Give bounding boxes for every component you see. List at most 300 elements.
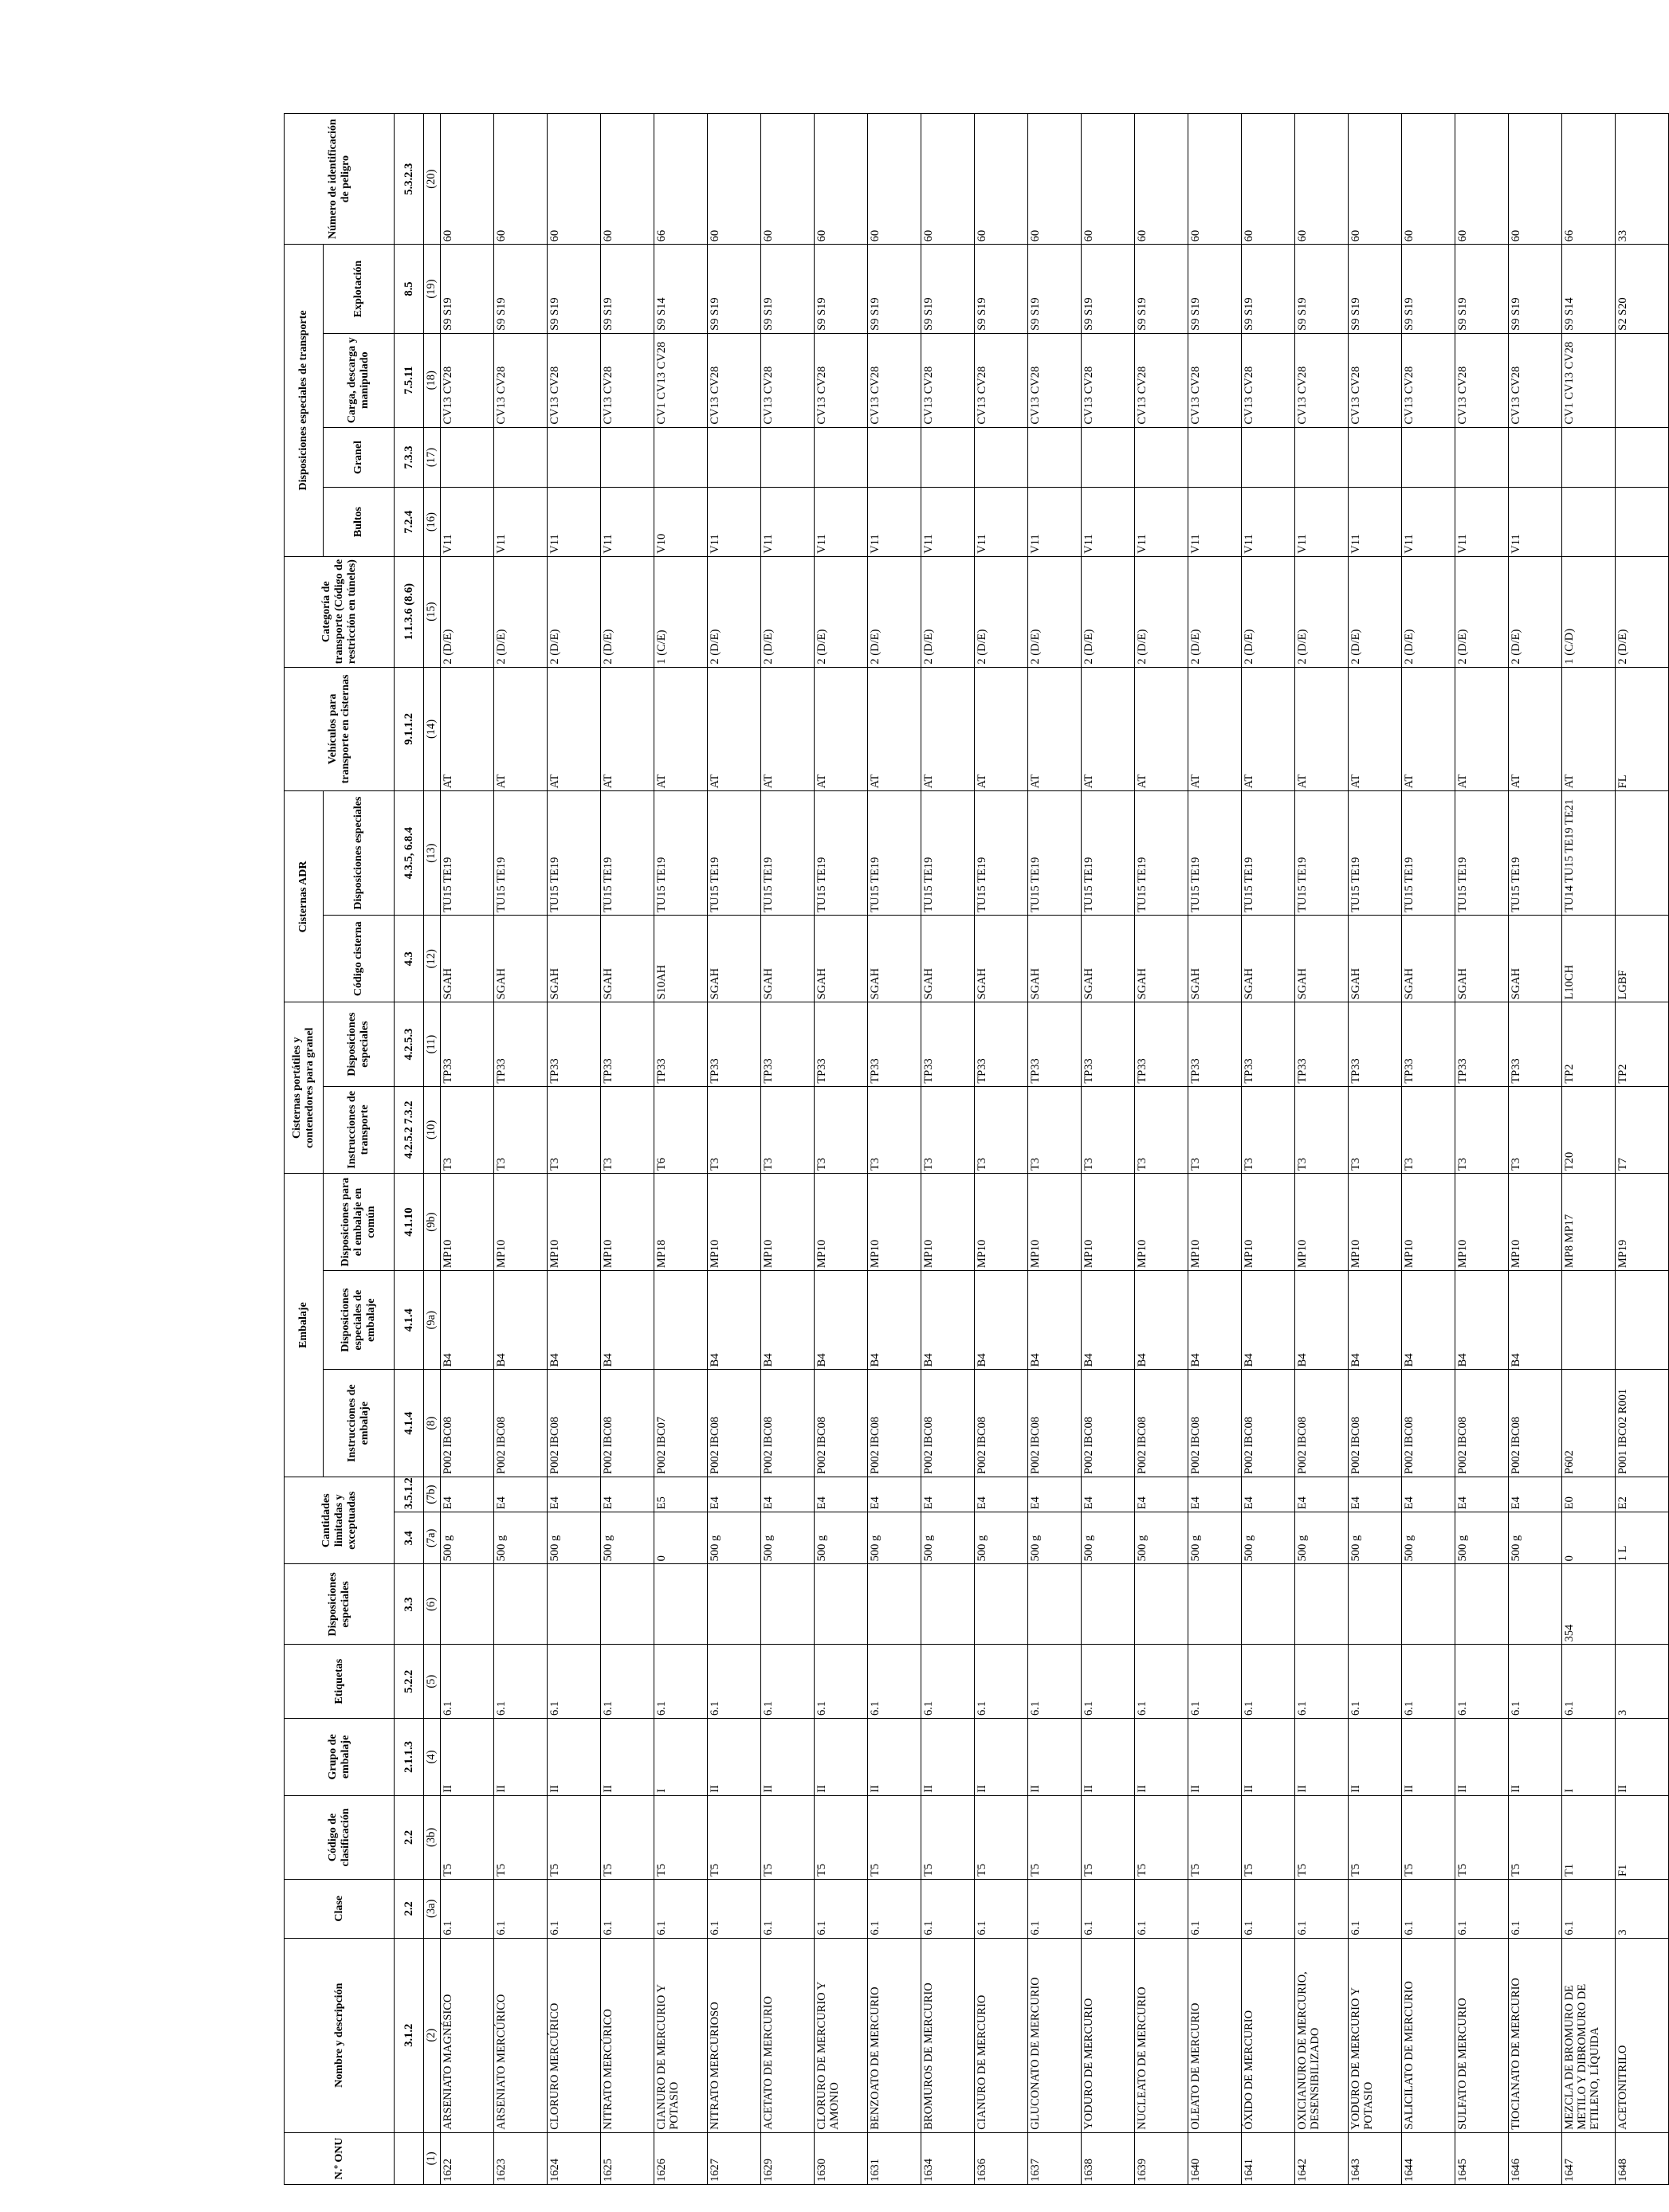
header-limited-quantities: Cantidades limitadas y exceptuadas [285,1477,395,1563]
table-cell: T20 [1562,1086,1616,1173]
table-cell: T5 [441,1795,494,1879]
header-special-transport: Disposiciones especiales de transporte [285,245,324,556]
table-cell: 6.1 [494,1880,548,1939]
header-portable-special: Disposiciones especiales [324,1002,395,1086]
table-cell: E4 [1402,1477,1455,1512]
table-cell: 6.1 [1082,1880,1135,1939]
table-cell: 500 g [868,1512,921,1564]
substance-name-cell: SULFATO DE MERCURIO [1455,1938,1509,2132]
table-cell: P002 IBC08 [1135,1370,1188,1477]
reference-cell: 4.3.5, 6.8.4 [395,791,424,916]
table-cell: P002 IBC08 [761,1370,815,1477]
table-cell [1295,1564,1349,1645]
table-cell [1295,427,1349,488]
table-cell: F1 [1616,1795,1669,1879]
table-cell: 6.1 [1295,1880,1349,1939]
table-cell: SGAH [1028,916,1082,1002]
table-cell: 6.1 [1562,1880,1616,1939]
table-cell: MP10 [761,1174,815,1271]
table-cell: MP10 [1349,1174,1402,1271]
table-cell: P602 [1562,1370,1616,1477]
table-cell: 6.1 [1509,1645,1562,1719]
table-cell: B4 [1509,1271,1562,1370]
column-number-cell: (3a) [424,1880,441,1939]
reference-cell: 3.1.2 [395,1938,424,2132]
table-cell: 500 g [1402,1512,1455,1564]
table-cell: T5 [921,1795,975,1879]
table-cell: 6.1 [1135,1880,1188,1939]
table-cell: 2 (D/E) [761,556,815,667]
substance-name-cell: CLORURO MERCÚRICO [548,1938,601,2132]
reference-cell: 4.1.10 [395,1174,424,1271]
table-cell: II [815,1719,868,1796]
table-cell: 2 (D/E) [815,556,868,667]
table-cell: T3 [1082,1086,1135,1173]
table-cell: AT [1509,667,1562,791]
table-cell: 6.1 [1082,1645,1135,1719]
column-number-cell: (3b) [424,1795,441,1879]
table-cell: TP33 [601,1002,654,1086]
table-row [1455,114,1509,2185]
table-cell: TU15 TE19 [975,791,1028,916]
table-cell [1349,427,1402,488]
table-cell: 2 (D/E) [1135,556,1188,667]
table-cell: CV13 CV28 [1295,333,1349,427]
table-cell: LGBF [1616,916,1669,1002]
table-cell: MP10 [1509,1174,1562,1271]
column-number-cell: (1) [424,2132,441,2184]
table-cell: E4 [868,1477,921,1512]
table-cell: 500 g [1349,1512,1402,1564]
table-cell: P002 IBC08 [1509,1370,1562,1477]
table-cell [1188,1564,1242,1645]
table-cell: V11 [1082,488,1135,556]
substance-name-cell: CIANURO DE MERCURIO [975,1938,1028,2132]
table-cell [654,1271,708,1370]
table-row [1509,114,1562,2185]
table-cell: SGAH [1455,916,1509,1002]
table-cell: TP33 [494,1002,548,1086]
table-cell: T3 [441,1086,494,1173]
un-number-cell: 1627 [708,2132,761,2184]
table-cell: 500 g [815,1512,868,1564]
table-cell: T5 [1349,1795,1402,1879]
table-cell: SGAH [494,916,548,1002]
table-cell [815,1564,868,1645]
table-cell: P002 IBC08 [1295,1370,1349,1477]
table-cell: AT [494,667,548,791]
table-cell: MP10 [1295,1174,1349,1271]
table-cell: T5 [548,1795,601,1879]
table-cell: S2 S20 [1616,245,1669,334]
reference-cell: 4.1.4 [395,1370,424,1477]
table-cell [1616,333,1669,427]
table-cell: 500 g [1028,1512,1082,1564]
table-cell [1616,791,1669,916]
header-bulk: Granel [324,427,395,488]
table-cell: MP10 [548,1174,601,1271]
table-cell: E4 [548,1477,601,1512]
table-cell: V11 [548,488,601,556]
table-cell [1616,488,1669,556]
table-row [548,114,601,2185]
table-cell: CV13 CV28 [601,333,654,427]
table-cell: E5 [654,1477,708,1512]
header-packaging: Embalaje [285,1174,324,1477]
table-cell: 60 [1242,114,1295,245]
table-row [1188,114,1242,2185]
table-cell: MP10 [494,1174,548,1271]
substance-name-cell: CIANURO DE MERCURIO Y POTASIO [654,1938,708,2132]
table-cell: 6.1 [1349,1645,1402,1719]
table-cell: S9 S19 [868,245,921,334]
reference-cell: 3.4 [395,1512,424,1564]
un-number-cell: 1622 [441,2132,494,2184]
table-row [708,114,761,2185]
column-number-cell: (9a) [424,1271,441,1370]
table-cell: II [548,1719,601,1796]
table-cell: T5 [1402,1795,1455,1879]
table-cell [1028,427,1082,488]
table-cell: V11 [815,488,868,556]
table-cell: 500 g [1082,1512,1135,1564]
table-cell: 60 [1455,114,1509,245]
header-labels: Etiquetas [285,1645,395,1719]
table-cell [868,427,921,488]
table-cell: E4 [1188,1477,1242,1512]
substance-name-cell: NITRATO MERCÚRICO [601,1938,654,2132]
table-cell: TP33 [654,1002,708,1086]
table-cell: AT [1295,667,1349,791]
table-cell: 66 [1562,114,1616,245]
table-cell: T3 [548,1086,601,1173]
table-cell: 33 [1616,114,1669,245]
table-cell: CV13 CV28 [1028,333,1082,427]
table-cell: TU15 TE19 [1135,791,1188,916]
table-row [1295,114,1349,2185]
substance-name-cell: NUCLEATO DE MERCURIO [1135,1938,1188,2132]
header-adr-tanks: Cisternas ADR [285,791,324,1002]
table-cell: 6.1 [921,1645,975,1719]
table-cell [815,427,868,488]
table-cell [1616,1271,1669,1370]
table-cell: V11 [708,488,761,556]
table-cell: 2 (D/E) [1455,556,1509,667]
table-row [1135,114,1188,2185]
table-cell: CV13 CV28 [975,333,1028,427]
table-cell [494,427,548,488]
table-cell: 6.1 [761,1880,815,1939]
table-cell: S9 S19 [1242,245,1295,334]
table-cell: TU15 TE19 [1028,791,1082,916]
table-cell [761,1564,815,1645]
substance-name-cell: ACETATO DE MERCURIO [761,1938,815,2132]
table-cell: E4 [708,1477,761,1512]
table-cell: TU15 TE19 [708,791,761,916]
table-cell: MP10 [868,1174,921,1271]
table-cell: P001 IBC02 R001 [1616,1370,1669,1477]
table-cell: 6.1 [1509,1880,1562,1939]
table-cell [1402,427,1455,488]
table-cell: T5 [1455,1795,1509,1879]
table-cell: 6.1 [441,1880,494,1939]
table-cell: E4 [1028,1477,1082,1512]
un-number-cell: 1641 [1242,2132,1295,2184]
table-cell: CV13 CV28 [1188,333,1242,427]
table-cell: AT [1188,667,1242,791]
table-cell: B4 [1402,1271,1455,1370]
table-cell: 6.1 [1562,1645,1616,1719]
table-cell: 60 [868,114,921,245]
table-cell: TP33 [1242,1002,1295,1086]
table-cell: 6.1 [868,1645,921,1719]
table-row [815,114,868,2185]
table-cell: II [1135,1719,1188,1796]
table-cell: TU15 TE19 [601,791,654,916]
table-cell: TP33 [761,1002,815,1086]
table-cell: E4 [1082,1477,1135,1512]
table-cell: T3 [1509,1086,1562,1173]
table-cell: TU15 TE19 [921,791,975,916]
table-cell: TU15 TE19 [1242,791,1295,916]
table-cell: P002 IBC08 [1455,1370,1509,1477]
table-cell: 6.1 [1188,1880,1242,1939]
table-cell: 6.1 [441,1645,494,1719]
table-cell: 500 g [548,1512,601,1564]
table-cell: S9 S19 [815,245,868,334]
table-cell: B4 [1188,1271,1242,1370]
table-cell: 60 [761,114,815,245]
reference-cell: 7.5.11 [395,333,424,427]
table-cell: CV13 CV28 [921,333,975,427]
table-cell: 60 [1135,114,1188,245]
table-cell: 3 [1616,1880,1669,1939]
table-cell: II [1402,1719,1455,1796]
table-cell: 60 [1295,114,1349,245]
table-cell: II [1509,1719,1562,1796]
table-cell: V11 [601,488,654,556]
column-number-cell: (9b) [424,1174,441,1271]
table-cell: T7 [1616,1086,1669,1173]
table-cell: TU15 TE19 [548,791,601,916]
header-transport-instructions: Instrucciones de transporte [324,1086,395,1173]
table-cell: II [494,1719,548,1796]
table-cell: SGAH [921,916,975,1002]
table-cell: T5 [494,1795,548,1879]
table-cell: 6.1 [1455,1880,1509,1939]
table-cell: V11 [441,488,494,556]
table-row [1562,114,1616,2185]
un-number-cell: 1638 [1082,2132,1135,2184]
table-cell: V11 [1242,488,1295,556]
column-number-cell: (5) [424,1645,441,1719]
table-cell: AT [975,667,1028,791]
table-cell: 60 [1509,114,1562,245]
table-cell: B4 [1349,1271,1402,1370]
table-cell: SGAH [1295,916,1349,1002]
un-number-cell: 1637 [1028,2132,1082,2184]
table-cell: S9 S19 [1295,245,1349,334]
header-tank-code: Código cisterna [324,916,395,1002]
table-cell: 60 [921,114,975,245]
table-cell: SGAH [868,916,921,1002]
table-cell: 6.1 [494,1645,548,1719]
un-number-cell: 1626 [654,2132,708,2184]
table-cell: S9 S19 [975,245,1028,334]
table-cell: TP2 [1616,1002,1669,1086]
table-cell: 500 g [441,1512,494,1564]
table-row [921,114,975,2185]
table-cell: 6.1 [1242,1645,1295,1719]
table-cell: 6.1 [1188,1645,1242,1719]
table-cell: TU15 TE19 [441,791,494,916]
table-cell: L10CH [1562,916,1616,1002]
table-cell: T5 [868,1795,921,1879]
un-number-cell: 1645 [1455,2132,1509,2184]
rotated-table-wrapper [284,113,1629,2185]
table-cell: 60 [1349,114,1402,245]
table-cell: T3 [761,1086,815,1173]
table-cell: E4 [975,1477,1028,1512]
table-cell: S9 S19 [761,245,815,334]
table-cell: 0 [654,1512,708,1564]
table-cell: P002 IBC08 [1188,1370,1242,1477]
column-number-cell: (19) [424,245,441,334]
reference-cell: 4.3 [395,916,424,1002]
header-un-no: N.º ONU [285,2132,395,2184]
table-cell: CV13 CV28 [1402,333,1455,427]
table-cell: 6.1 [601,1645,654,1719]
table-cell: AT [1455,667,1509,791]
table-cell: 60 [601,114,654,245]
table-cell: V11 [868,488,921,556]
table-cell: TU15 TE19 [494,791,548,916]
column-number-cell: (16) [424,488,441,556]
table-cell: E4 [1349,1477,1402,1512]
table-cell: CV13 CV28 [868,333,921,427]
un-number-cell: 1624 [548,2132,601,2184]
table-cell: FL [1616,667,1669,791]
table-cell: S9 S14 [1562,245,1616,334]
table-cell: II [441,1719,494,1796]
table-cell: E4 [1509,1477,1562,1512]
table-cell: 500 g [1242,1512,1295,1564]
table-cell: P002 IBC08 [708,1370,761,1477]
table-cell: 60 [975,114,1028,245]
table-cell: V11 [761,488,815,556]
table-cell: E4 [761,1477,815,1512]
table-cell: P002 IBC08 [1349,1370,1402,1477]
table-cell: II [761,1719,815,1796]
un-number-cell: 1640 [1188,2132,1242,2184]
table-cell: B4 [708,1271,761,1370]
dangerous-goods-table [284,113,1669,2185]
column-number-cell: (12) [424,916,441,1002]
table-cell: 500 g [921,1512,975,1564]
table-cell: T3 [601,1086,654,1173]
reference-cell: 7.3.3 [395,427,424,488]
column-number-cell: (11) [424,1002,441,1086]
table-cell: 500 g [761,1512,815,1564]
table-cell: MP10 [815,1174,868,1271]
table-cell: 60 [441,114,494,245]
table-cell: AT [1082,667,1135,791]
table-cell: 2 (D/E) [548,556,601,667]
table-cell: TP33 [1402,1002,1455,1086]
table-cell: B4 [761,1271,815,1370]
table-cell: T3 [1028,1086,1082,1173]
table-cell [1455,1564,1509,1645]
table-cell: V11 [1455,488,1509,556]
table-cell: TU15 TE19 [1455,791,1509,916]
column-number-row [424,114,441,2185]
table-cell: TP33 [1135,1002,1188,1086]
un-number-cell: 1634 [921,2132,975,2184]
table-cell: E4 [1295,1477,1349,1512]
table-cell: V11 [1509,488,1562,556]
table-cell: P002 IBC08 [1082,1370,1135,1477]
table-cell [975,427,1028,488]
table-cell: S9 S14 [654,245,708,334]
table-cell: S9 S19 [1509,245,1562,334]
table-cell: AT [868,667,921,791]
table-cell [441,1564,494,1645]
substance-name-cell: BROMUROS DE MERCURIO [921,1938,975,2132]
table-cell: AT [921,667,975,791]
table-cell: 1 (C/D) [1562,556,1616,667]
reference-cell: 7.2.4 [395,488,424,556]
table-cell: TP2 [1562,1002,1616,1086]
column-number-cell: (7b) [424,1477,441,1512]
table-cell [708,1564,761,1645]
table-cell: B4 [441,1271,494,1370]
table-cell: B4 [868,1271,921,1370]
table-cell: II [1028,1719,1082,1796]
table-cell: TP33 [1082,1002,1135,1086]
header-special-packing: Disposiciones especiales de embalaje [324,1271,395,1370]
reference-cell: 4.2.5.2 7.3.2 [395,1086,424,1173]
table-cell: AT [548,667,601,791]
table-cell: AT [1402,667,1455,791]
table-cell [1562,1271,1616,1370]
table-cell: II [1242,1719,1295,1796]
column-number-cell: (18) [424,333,441,427]
table-cell [1242,427,1295,488]
table-cell: S9 S19 [441,245,494,334]
table-cell: 6.1 [1349,1880,1402,1939]
table-cell: 2 (D/E) [1028,556,1082,667]
table-cell [761,427,815,488]
table-cell: SGAH [548,916,601,1002]
reference-cell: 2.2 [395,1795,424,1879]
table-row [761,114,815,2185]
table-cell: SGAH [1402,916,1455,1002]
table-cell: 6.1 [1455,1645,1509,1719]
header-special-provisions: Disposiciones especiales [285,1564,395,1645]
table-cell: 2 (D/E) [1509,556,1562,667]
table-cell: T5 [601,1795,654,1879]
table-cell: 6.1 [1028,1645,1082,1719]
table-cell: MP10 [1242,1174,1295,1271]
header-operation: Explotación [324,245,395,334]
table-cell: V11 [1295,488,1349,556]
header-tank-vehicle: Vehículos para transporte en cisternas [285,667,395,791]
reference-cell: 5.3.2.3 [395,114,424,245]
table-cell: P002 IBC08 [1242,1370,1295,1477]
table-cell: 1 L [1616,1512,1669,1564]
table-cell: S9 S19 [708,245,761,334]
table-cell: T3 [1349,1086,1402,1173]
